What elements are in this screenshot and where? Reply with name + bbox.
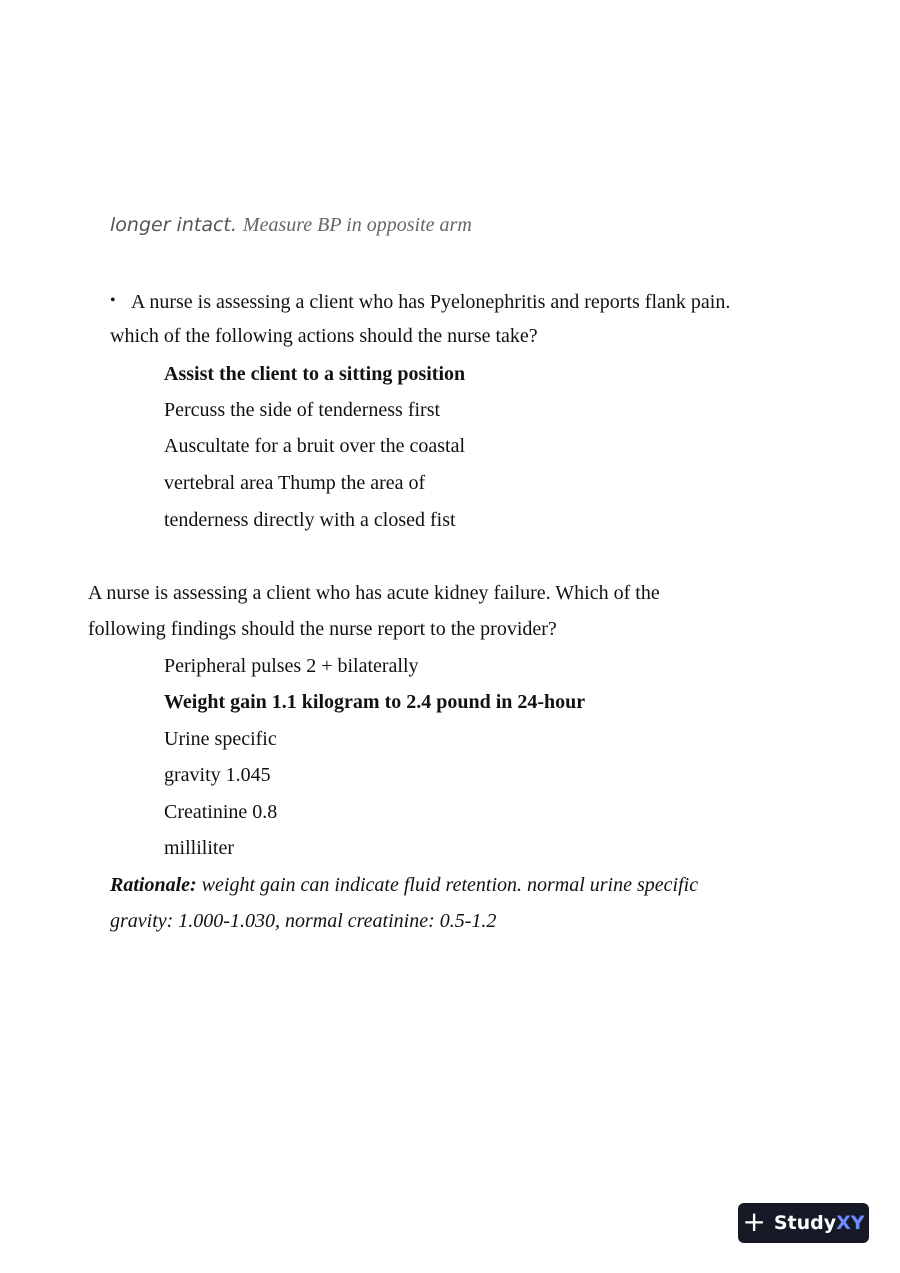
q2-option-4: gravity 1.045 xyxy=(164,764,271,786)
rationale-text1: weight gain can indicate fluid retention. normal urine specific xyxy=(201,874,699,896)
q1-line1: A nurse is assessing a client who has Pyelonephritis and reports flank pain. xyxy=(131,291,731,313)
q1-option-2: Percuss the side of tenderness first xyxy=(164,399,441,421)
q1-option-3: Auscultate for a bruit over the coastal xyxy=(164,435,465,457)
rationale-line2: gravity: 1.000-1.030, normal creatinine: 0.5-1.2 xyxy=(110,910,497,932)
fragment-mono: longer intact. xyxy=(110,214,237,236)
fragment-serif: Measure BP in opposite arm xyxy=(242,214,472,236)
fragment-line xyxy=(110,214,472,237)
q1-option-5: tenderness directly with a closed fist xyxy=(164,509,456,531)
badge-brand-xy: XY xyxy=(836,1212,865,1234)
q1-option-1: Assist the client to a sitting position xyxy=(164,363,466,385)
q2-line1: A nurse is assessing a client who has acute kidney failure. Which of the xyxy=(88,582,660,604)
studyxy-badge[interactable] xyxy=(738,1203,869,1243)
q2-option-3: Urine specific xyxy=(164,728,277,750)
q1-line2: which of the following actions should the nurse take? xyxy=(110,325,538,347)
q2-option-6: milliliter xyxy=(164,837,234,859)
bullet-icon: • xyxy=(110,292,116,309)
rationale-label: Rationale: xyxy=(110,874,197,896)
badge-brand xyxy=(774,1212,865,1234)
q2-option-5: Creatinine 0.8 xyxy=(164,801,278,823)
q2-option-1: Peripheral pulses 2 + bilaterally xyxy=(164,655,419,677)
q2-line2: following findings should the nurse report to the provider? xyxy=(88,618,557,640)
plus-icon: + xyxy=(742,1204,766,1238)
q2-option-2: Weight gain 1.1 kilogram to 2.4 pound in 24-hour xyxy=(164,691,586,713)
q1-option-4: vertebral area Thump the area of xyxy=(164,472,426,494)
badge-brand-study: Study xyxy=(773,1212,837,1234)
rationale-line1 xyxy=(110,873,698,897)
